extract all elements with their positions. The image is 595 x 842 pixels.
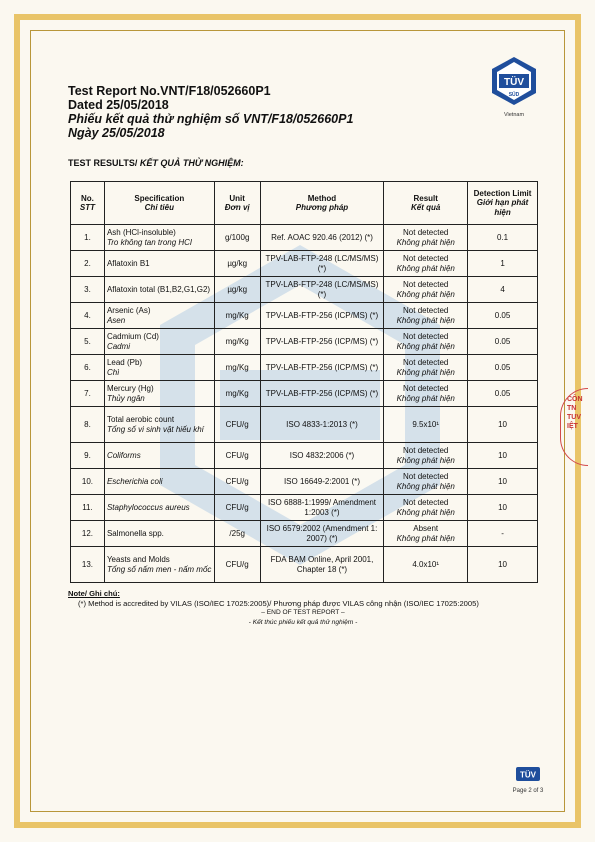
cell-no: 8. xyxy=(71,407,105,443)
cell-method: ISO 6888-1:1999/ Amendment 1:2003 (*) xyxy=(260,495,384,521)
cell-result: Not detected Không phát hiện xyxy=(384,303,468,329)
cell-spec: Yeasts and Molds Tổng số nấm men - nấm mốc xyxy=(104,547,214,583)
cell-result: Not detected Không phát hiện xyxy=(384,381,468,407)
cell-unit: µg/kg xyxy=(214,277,260,303)
cell-result: Absent Không phát hiện xyxy=(384,521,468,547)
cell-result: Not detected Không phát hiện xyxy=(384,443,468,469)
cell-spec: Coliforms xyxy=(104,443,214,469)
section-heading-en: TEST RESULTS/ xyxy=(68,158,140,168)
tuv-logo-icon xyxy=(491,56,537,106)
cell-result: Not detected Không phát hiện xyxy=(384,277,468,303)
cell-spec: Ash (HCl-insoluble) Tro không tan trong HCl xyxy=(104,225,214,251)
col-header-spec: Specification Chỉ tiêu xyxy=(104,182,214,225)
notes-accreditation: (*) Method is accredited by VILAS (ISO/IEC 17025:2005)/ Phương pháp được VILAS công nhận (ISO/IEC 17025:2005) xyxy=(78,598,479,608)
cell-result: Not detected Không phát hiện xyxy=(384,355,468,381)
cell-method: TPV-LAB-FTP-248 (LC/MS/MS) (*) xyxy=(260,251,384,277)
cell-spec: Cadmium (Cd) Cadmi xyxy=(104,329,214,355)
footer-logo-text: TÜV xyxy=(520,770,536,780)
cell-spec: Aflatoxin B1 xyxy=(104,251,214,277)
table-row xyxy=(71,547,538,583)
cell-no: 12. xyxy=(71,521,105,547)
cell-unit: mg/Kg xyxy=(214,381,260,407)
cell-no: 2. xyxy=(71,251,105,277)
cell-result: 4.0x10¹ xyxy=(384,547,468,583)
cell-no: 9. xyxy=(71,443,105,469)
notes-title: Note/ Ghi chú: xyxy=(68,589,120,598)
table-row xyxy=(71,407,538,443)
cell-no: 7. xyxy=(71,381,105,407)
cell-method: ISO 4832:2006 (*) xyxy=(260,443,384,469)
cell-unit: CFU/g xyxy=(214,407,260,443)
cell-spec: Lead (Pb) Chì xyxy=(104,355,214,381)
cell-result: 9.5x10¹ xyxy=(384,407,468,443)
table-row xyxy=(71,469,538,495)
cell-spec: Arsenic (As) Asen xyxy=(104,303,214,329)
report-date-vi: Ngày 25/05/2018 xyxy=(68,126,165,140)
report-header xyxy=(68,84,353,140)
cell-spec: Escherichia coli xyxy=(104,469,214,495)
table-row xyxy=(71,521,538,547)
cell-no: 1. xyxy=(71,225,105,251)
end-of-report-en: – END OF TEST REPORT – xyxy=(261,609,345,616)
cell-result: Not detected Không phát hiện xyxy=(384,225,468,251)
col-header-limit: Detection Limit Giới hạn phát hiện xyxy=(468,182,538,225)
cell-limit: 0.05 xyxy=(468,381,538,407)
report-title-en: Test Report No.VNT/F18/052660P1 xyxy=(68,84,271,98)
cell-no: 6. xyxy=(71,355,105,381)
table-header-row xyxy=(71,182,538,225)
cell-limit: 0.05 xyxy=(468,355,538,381)
table-row xyxy=(71,251,538,277)
footer-tuv-logo-icon xyxy=(515,766,541,782)
cell-result: Not detected Không phát hiện xyxy=(384,329,468,355)
section-heading xyxy=(68,158,244,168)
cell-limit: 10 xyxy=(468,443,538,469)
results-table xyxy=(70,181,538,583)
cell-method: ISO 6579:2002 (Amendment 1: 2007) (*) xyxy=(260,521,384,547)
cell-spec: Aflatoxin total (B1,B2,G1,G2) xyxy=(104,277,214,303)
cell-method: TPV-LAB-FTP-256 (ICP/MS) (*) xyxy=(260,355,384,381)
cell-spec: Mercury (Hg) Thủy ngân xyxy=(104,381,214,407)
cell-spec: Staphylococcus aureus xyxy=(104,495,214,521)
cell-result: Not detected Không phát hiện xyxy=(384,469,468,495)
table-row xyxy=(71,329,538,355)
cell-method: TPV-LAB-FTP-256 (ICP/MS) (*) xyxy=(260,303,384,329)
logo-country: Vietnam xyxy=(503,112,525,118)
table-row xyxy=(71,495,538,521)
tuv-logo xyxy=(487,56,541,118)
cell-no: 3. xyxy=(71,277,105,303)
table-row xyxy=(71,443,538,469)
col-header-result: Result Kết quả xyxy=(384,182,468,225)
report-date-en: Dated 25/05/2018 xyxy=(68,98,169,112)
cell-result: Not detected Không phát hiện xyxy=(384,251,468,277)
cell-spec: Total aerobic count Tổng số vi sinh vật hiếu khí xyxy=(104,407,214,443)
cell-limit: 10 xyxy=(468,407,538,443)
cell-method: Ref. AOAC 920.46 (2012) (*) xyxy=(260,225,384,251)
cell-limit: - xyxy=(468,521,538,547)
table-row xyxy=(71,225,538,251)
cell-limit: 0.1 xyxy=(468,225,538,251)
cell-unit: /25g xyxy=(214,521,260,547)
cell-spec: Salmonella spp. xyxy=(104,521,214,547)
cell-method: FDA BAM Online, April 2001, Chapter 18 (*) xyxy=(260,547,384,583)
table-row xyxy=(71,381,538,407)
cell-limit: 4 xyxy=(468,277,538,303)
col-header-no: No. STT xyxy=(71,182,105,225)
cell-unit: CFU/g xyxy=(214,495,260,521)
cell-limit: 10 xyxy=(468,469,538,495)
cell-unit: g/100g xyxy=(214,225,260,251)
cell-limit: 0.05 xyxy=(468,303,538,329)
logo-sub: SÜD xyxy=(508,92,520,98)
cell-unit: µg/kg xyxy=(214,251,260,277)
cell-unit: CFU/g xyxy=(214,547,260,583)
cell-unit: mg/Kg xyxy=(214,303,260,329)
logo-text: TÜV xyxy=(504,77,524,88)
stamp-text: CÔN TN TUV IỆT xyxy=(567,396,583,430)
cell-unit: CFU/g xyxy=(214,443,260,469)
report-title-vi: Phiếu kết quả thử nghiệm số VNT/F18/052660P1 xyxy=(68,112,354,126)
table-row xyxy=(71,277,538,303)
table-row xyxy=(71,303,538,329)
cell-method: TPV-LAB-FTP-248 (LC/MS/MS) (*) xyxy=(260,277,384,303)
cell-no: 4. xyxy=(71,303,105,329)
cell-unit: mg/Kg xyxy=(214,355,260,381)
cell-no: 10. xyxy=(71,469,105,495)
cell-no: 11. xyxy=(71,495,105,521)
page-footer xyxy=(508,766,548,794)
cell-method: TPV-LAB-FTP-256 (ICP/MS) (*) xyxy=(260,381,384,407)
cell-limit: 0.05 xyxy=(468,329,538,355)
cell-unit: CFU/g xyxy=(214,469,260,495)
cell-limit: 10 xyxy=(468,495,538,521)
cell-no: 13. xyxy=(71,547,105,583)
col-header-unit: Unit Đơn vị xyxy=(214,182,260,225)
table-row xyxy=(71,355,538,381)
col-header-method: Method Phương pháp xyxy=(260,182,384,225)
cell-method: ISO 16649-2:2001 (*) xyxy=(260,469,384,495)
notes-block xyxy=(68,589,538,627)
cell-no: 5. xyxy=(71,329,105,355)
cell-limit: 1 xyxy=(468,251,538,277)
cell-unit: mg/Kg xyxy=(214,329,260,355)
section-heading-vi: KẾT QUẢ THỬ NGHIỆM: xyxy=(139,158,244,168)
end-of-report-vi: - Kết thúc phiếu kết quả thử nghiệm - xyxy=(248,618,358,626)
cell-result: Not detected Không phát hiện xyxy=(384,495,468,521)
cell-limit: 10 xyxy=(468,547,538,583)
page-number: Page 2 of 3 xyxy=(512,788,544,794)
cell-method: TPV-LAB-FTP-256 (ICP/MS) (*) xyxy=(260,329,384,355)
cell-method: ISO 4833-1:2013 (*) xyxy=(260,407,384,443)
